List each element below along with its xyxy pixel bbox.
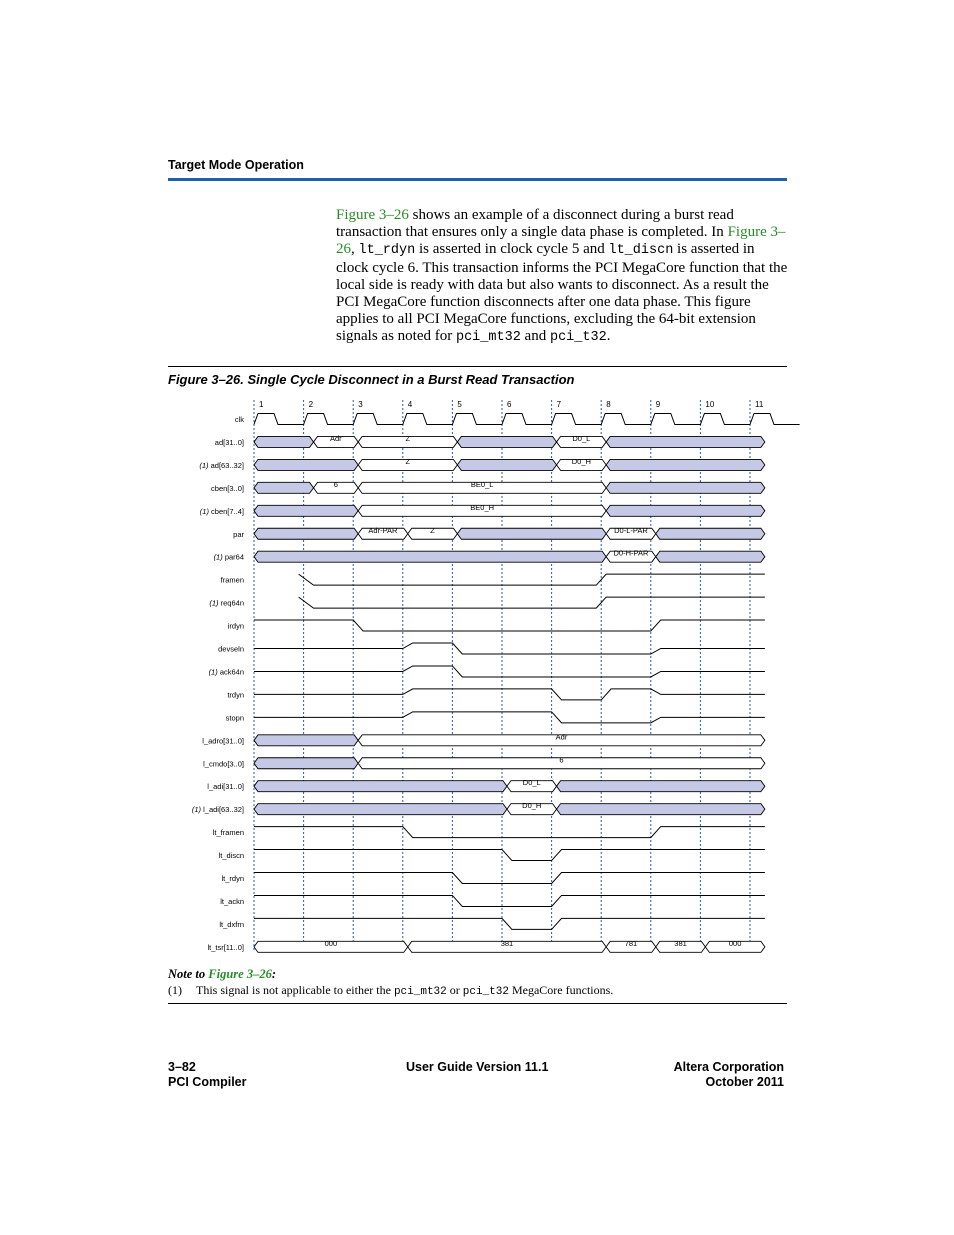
signal-label: cben[3..0] [211, 483, 244, 493]
signal-label: lt_ackn [220, 896, 244, 906]
signal-label: framen [220, 575, 244, 585]
bus-segment [254, 758, 358, 769]
code-signal: lt_discn [608, 243, 674, 259]
section-header: Target Mode Operation [168, 158, 304, 172]
signal-label: stopn [225, 713, 244, 723]
signal-label: (1) l_adi[63..32] [191, 805, 244, 815]
bus-segment [606, 459, 765, 470]
bus-value-label: Z [405, 456, 411, 466]
clock-number: 10 [705, 400, 715, 409]
bus-segment [254, 482, 314, 493]
bus-value-label: D0_L [522, 778, 541, 788]
signal-label: lt_discn [218, 851, 244, 861]
bus-segment [557, 781, 765, 792]
figure-link[interactable]: Figure 3–26 [336, 224, 786, 258]
bus-value-label: 381 [500, 938, 514, 948]
signal-label: lt_rdyn [221, 874, 244, 883]
note-bottom-rule [168, 1003, 787, 1004]
bus-value-label: 000 [728, 938, 742, 948]
figure-link[interactable]: Figure 3–26 [208, 967, 272, 981]
bus-value-label: D0_H [522, 801, 542, 811]
clock-number: 5 [457, 400, 462, 409]
clock-waveform [254, 414, 800, 425]
bus-segment [254, 459, 358, 470]
signal-label: trdyn [227, 690, 244, 700]
company-name: Altera Corporation [673, 1060, 784, 1074]
bus-value-label: BE0_L [470, 479, 494, 489]
signal-waveform [299, 574, 765, 585]
signal-waveform [254, 850, 765, 861]
signal-label: irdyn [227, 621, 244, 631]
signal-label: (1) ad[63..32] [199, 460, 244, 470]
signal-waveform [254, 643, 765, 654]
signal-label: l_adi[31..0] [207, 782, 244, 792]
bus-segment [457, 459, 556, 470]
signal-label: (1) cben[7..4] [199, 506, 244, 516]
signal-waveform [254, 712, 765, 723]
clock-number: 2 [308, 400, 314, 409]
signal-waveform [254, 666, 765, 677]
bus-segment [254, 528, 358, 539]
signal-label: (1) par64 [213, 552, 244, 562]
bus-segment [606, 436, 765, 447]
code-signal: lt_rdyn [358, 243, 416, 259]
bus-segment [254, 436, 314, 447]
bus-segment [656, 551, 765, 562]
bus-value-label: Adr-PAR [368, 525, 398, 535]
signal-waveform [254, 895, 765, 906]
note-item: (1) This signal is not applicable to either the pci_mt32 or pci_t32 MegaCore functions. [168, 983, 614, 998]
bus-segment [557, 804, 765, 815]
signal-label: (1) ack64n [208, 667, 244, 677]
intro-paragraph: Figure 3–26 shows an example of a disconnect during a burst read transaction that ensures only a single data phase is completed. In Figure 3–26, lt_rdyn is asserted in clock cycle 5 and lt_discn is asserted in clock cycle 6. This transaction informs the PCI MegaCore function that the local side is ready with data but also wants to disconnect. As a result the PCI MegaCore function disconnects after one data phase. This figure applies to all PCI MegaCore functions, excluding the 64-bit extension signals as noted for pci_mt32 and pci_t32. [336, 207, 788, 346]
bus-segment [254, 804, 507, 815]
signal-label: l_cmdo[3..0] [203, 759, 244, 769]
bus-value-label: D0_L [572, 433, 591, 443]
bus-segment [254, 505, 358, 516]
clock-number: 7 [556, 400, 562, 409]
figure-caption: Figure 3–26. Single Cycle Disconnect in a Burst Read Transaction [168, 372, 575, 387]
signal-label: clk [234, 415, 244, 424]
page-number: 3–82 [168, 1060, 196, 1074]
bus-segment [254, 551, 606, 562]
bus-segment [656, 528, 765, 539]
signal-waveform [254, 873, 765, 884]
bus-value-label: Adr [330, 433, 342, 443]
clock-number: 6 [507, 400, 512, 409]
figure-link[interactable]: Figure 3–26 [336, 207, 409, 223]
note-title: Note to Figure 3–26: [168, 967, 277, 981]
signal-waveform [254, 827, 765, 838]
guide-version: User Guide Version 11.1 [406, 1060, 549, 1074]
code-function: pci_t32 [549, 330, 607, 346]
signal-waveform [299, 597, 765, 608]
bus-segment [254, 781, 507, 792]
bus-value-label: 6 [333, 479, 338, 489]
bus-segment [457, 436, 556, 447]
bus-value-label: D0-L-PAR [614, 525, 648, 535]
bus-segment [606, 482, 765, 493]
signal-label: (1) req64n [209, 598, 244, 608]
signal-label: lt_dxfrn [219, 919, 244, 929]
bus-value-label: 6 [559, 755, 564, 765]
signal-label: par [233, 529, 244, 539]
bus-value-label: 000 [324, 938, 338, 948]
product-name: PCI Compiler [168, 1075, 247, 1089]
bus-value-label: Z [430, 525, 435, 535]
clock-number: 11 [755, 400, 764, 409]
bus-segment [457, 528, 606, 539]
bus-value-label: Z [405, 433, 411, 443]
signal-waveform [254, 918, 765, 929]
signal-label: lt_framen [212, 828, 244, 838]
bus-value-label: 781 [624, 938, 638, 948]
signal-waveform [254, 689, 765, 700]
bus-value-label: BE0_H [470, 502, 495, 512]
bus-segment [606, 505, 765, 516]
publication-date: October 2011 [705, 1075, 784, 1089]
signal-waveform [254, 620, 765, 631]
clock-number: 4 [407, 400, 413, 409]
clock-number: 9 [655, 400, 661, 409]
clock-number: 8 [606, 400, 611, 409]
bus-value-label: D0_H [571, 456, 591, 466]
bus-value-label: D0-H-PAR [613, 548, 649, 558]
signal-label: devseln [218, 644, 244, 654]
bus-segment [254, 735, 358, 746]
clock-number: 3 [358, 400, 363, 409]
signal-label: lt_tsr[11..0] [207, 942, 244, 952]
bus-value-label: 381 [674, 938, 687, 948]
signal-label: ad[31..0] [214, 437, 244, 447]
clock-number: 1 [259, 400, 264, 409]
signal-label: l_adro[31..0] [202, 736, 244, 746]
bus-value-label: Adr [555, 732, 568, 742]
code-function: pci_mt32 [455, 330, 521, 346]
